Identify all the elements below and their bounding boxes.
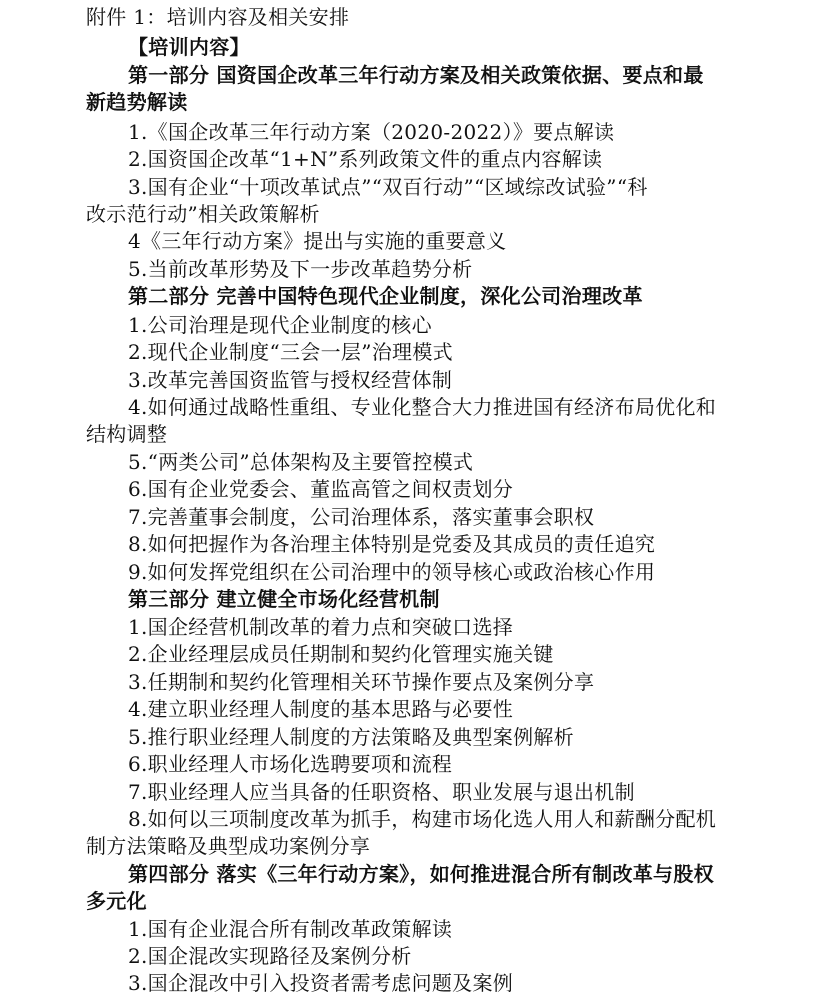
list-item: 3.改革完善国资监管与授权经营体制 — [128, 368, 453, 392]
part-1-heading-line-1: 第一部分 国资国企改革三年行动方案及相关政策依据、要点和最 — [128, 63, 704, 87]
part-1-heading-line-2: 新趋势解读 — [86, 90, 188, 114]
list-item: 4.如何通过战略性重组、专业化整合大力推进国有经济布局优化和 — [128, 395, 717, 419]
list-item: 1.《国企改革三年行动方案（2020-2022）》要点解读 — [128, 120, 615, 144]
attachment-title: 附件 1：培训内容及相关安排 — [86, 5, 350, 29]
list-item: 8.如何以三项制度改革为抓手，构建市场化选人用人和薪酬分配机 — [128, 807, 717, 831]
list-item: 7.完善董事会制度，公司治理体系，落实董事会职权 — [128, 505, 595, 529]
list-item: 8.如何把握作为各治理主体特别是党委及其成员的责任追究 — [128, 532, 656, 556]
list-item-continuation: 改示范行动”相关政策解析 — [86, 202, 320, 226]
list-item: 3.任期制和契约化管理相关环节操作要点及案例分享 — [128, 670, 595, 694]
part-4-heading-line-2: 多元化 — [86, 889, 147, 913]
list-item: 4《三年行动方案》提出与实施的重要意义 — [128, 229, 507, 253]
part-3-heading: 第三部分 建立健全市场化经营机制 — [128, 587, 440, 611]
list-item: 2.现代企业制度“三会一层”治理模式 — [128, 340, 453, 364]
list-item: 1.公司治理是现代企业制度的核心 — [128, 313, 432, 337]
list-item: 7.职业经理人应当具备的任职资格、职业发展与退出机制 — [128, 780, 635, 804]
list-item: 1.国企经营机制改革的着力点和突破口选择 — [128, 615, 514, 639]
list-item: 2.国资国企改革“1+N”系列政策文件的重点内容解读 — [128, 147, 603, 171]
list-item: 3.国企混改中引入投资者需考虑问题及案例 — [128, 971, 514, 995]
list-item: 5.推行职业经理人制度的方法策略及典型案例解析 — [128, 725, 574, 749]
list-item: 6.职业经理人市场化选聘要项和流程 — [128, 752, 453, 776]
list-item: 3.国有企业“十项改革试点”“双百行动”“区域综改试验”“科 — [128, 175, 648, 199]
list-item: 9.如何发挥党组织在公司治理中的领导核心或政治核心作用 — [128, 560, 656, 584]
part-2-heading: 第二部分 完善中国特色现代企业制度，深化公司治理改革 — [128, 284, 643, 308]
list-item: 5.当前改革形势及下一步改革趋势分析 — [128, 257, 473, 281]
list-item: 6.国有企业党委会、董监高管之间权责划分 — [128, 477, 514, 501]
list-item: 2.国企混改实现路径及案例分析 — [128, 944, 412, 968]
list-item-continuation: 结构调整 — [86, 422, 168, 446]
list-item: 5.“两类公司”总体架构及主要管控模式 — [128, 450, 474, 474]
part-4-heading-line-1: 第四部分 落实《三年行动方案》，如何推进混合所有制改革与股权 — [128, 862, 714, 886]
list-item: 1.国有企业混合所有制改革政策解读 — [128, 917, 453, 941]
list-item: 4.建立职业经理人制度的基本思路与必要性 — [128, 697, 514, 721]
list-item: 2.企业经理层成员任期制和契约化管理实施关键 — [128, 642, 554, 666]
list-item-continuation: 制方法策略及典型成功案例分享 — [86, 834, 371, 858]
section-heading: 【培训内容】 — [128, 35, 250, 59]
